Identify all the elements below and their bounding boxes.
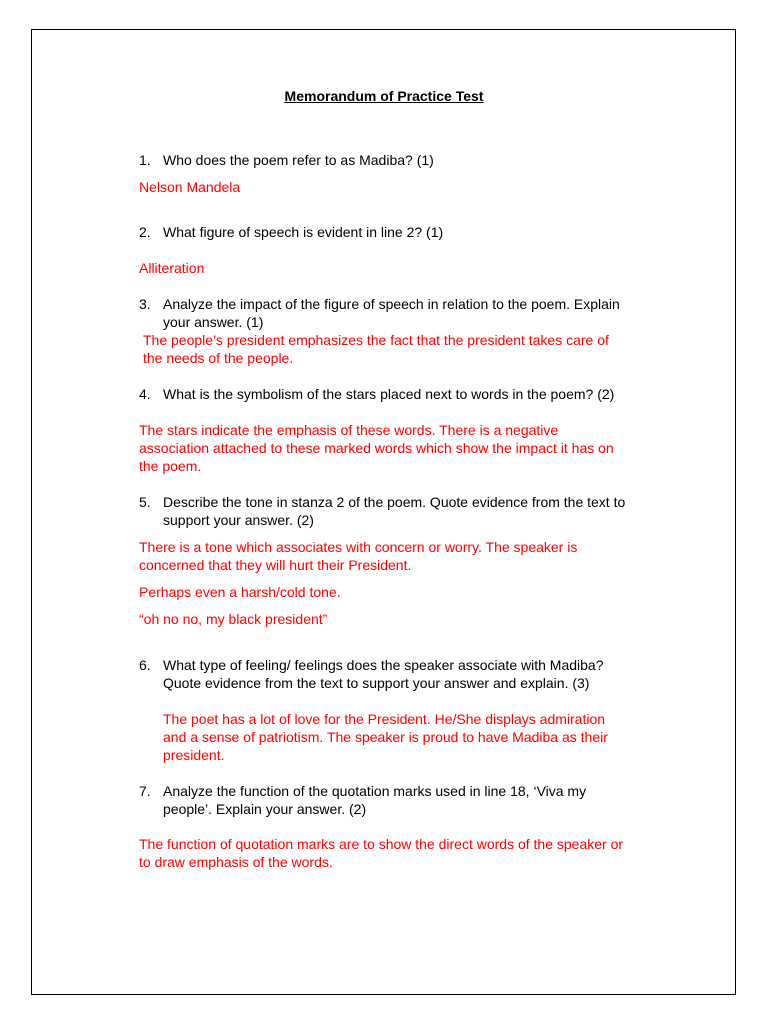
answer-3-line-2: the needs of the people. (143, 350, 294, 366)
question-6-text-line-1: What type of feeling/ feelings does the speaker associate with Madiba? (163, 657, 604, 673)
answer-2-text: Alliteration (139, 260, 205, 276)
answer-6-line-1: The poet has a lot of love for the President. He/She displays admiration (163, 711, 606, 727)
answer-7-line-1: The function of quotation marks are to show the direct words of the speaker or (139, 836, 624, 852)
answer-4-line-3: the poem. (139, 458, 202, 474)
question-6-number: 6. (139, 657, 151, 673)
question-2-text: What figure of speech is evident in line 2? (1) (163, 224, 444, 240)
answer-4-line-2: association attached to these marked words which show the impact it has on (139, 440, 614, 456)
question-2-number: 2. (139, 224, 151, 240)
question-3-text-line-2: your answer. (1) (163, 314, 264, 330)
question-7-number: 7. (139, 783, 151, 799)
question-3-number: 3. (139, 296, 151, 312)
question-7-text-line-1: Analyze the function of the quotation marks used in line 18, ‘Viva my (163, 783, 587, 799)
answer-5-quote: “oh no no, my black president” (139, 611, 328, 627)
question-7-text-line-2: people’. Explain your answer. (2) (163, 801, 367, 817)
answer-3-line-1: The people’s president emphasizes the fact that the president takes care of (143, 332, 609, 348)
question-4-text: What is the symbolism of the stars placed next to words in the poem? (2) (163, 386, 615, 402)
answer-4-line-1: The stars indicate the emphasis of these words. There is a negative (139, 422, 559, 438)
question-5-text-line-2: support your answer. (2) (163, 512, 314, 528)
question-5-text-line-1: Describe the tone in stanza 2 of the poem. Quote evidence from the text to (163, 494, 626, 510)
answer-5-line-2: concerned that they will hurt their President. (139, 557, 412, 573)
question-5-number: 5. (139, 494, 151, 510)
document-title: Memorandum of Practice Test (284, 88, 484, 104)
answer-5-line-1: There is a tone which associates with concern or worry. The speaker is (139, 539, 578, 555)
answer-6-line-2: and a sense of patriotism. The speaker is proud to have Madiba as their (163, 729, 608, 745)
question-4-number: 4. (139, 386, 151, 402)
answer-6-line-3: president. (163, 747, 225, 763)
question-1-text: Who does the poem refer to as Madiba? (1) (163, 152, 434, 168)
answer-1-text: Nelson Mandela (139, 179, 241, 195)
answer-5-line-3: Perhaps even a harsh/cold tone. (139, 584, 341, 600)
answer-7-line-2: to draw emphasis of the words. (139, 854, 333, 870)
question-3-text-line-1: Analyze the impact of the figure of speech in relation to the poem. Explain (163, 296, 620, 312)
question-6-text-line-2: Quote evidence from the text to support your answer and explain. (3) (163, 675, 590, 691)
question-1-number: 1. (139, 152, 151, 168)
